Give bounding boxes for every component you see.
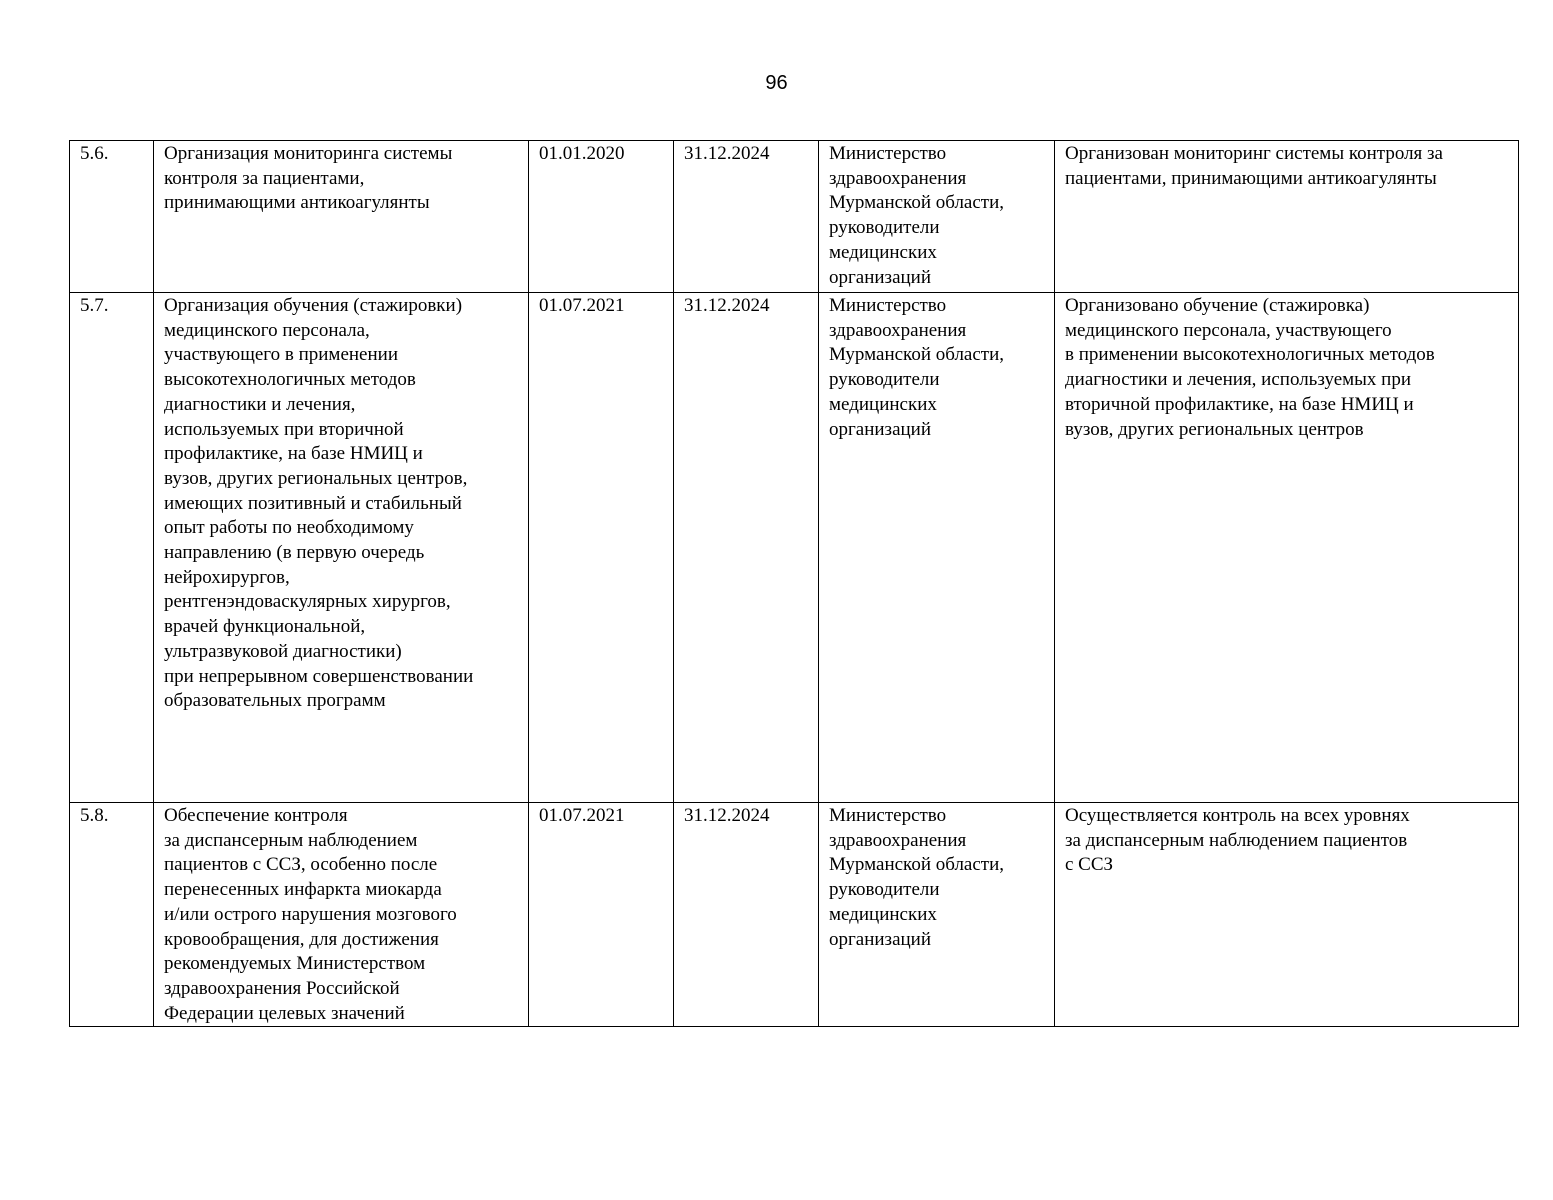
responsible-cell: Министерство здравоохранения Мурманской области, руководители медицинских организаций: [819, 803, 1055, 1027]
end-date-cell: 31.12.2024: [674, 293, 819, 803]
page-number: 96: [765, 72, 788, 94]
start-date-cell: 01.07.2021: [529, 803, 674, 1027]
activities-table: [69, 140, 1519, 1027]
row-number-cell: 5.7.: [70, 293, 154, 803]
end-date-cell: 31.12.2024: [674, 141, 819, 293]
row-number-cell: 5.6.: [70, 141, 154, 293]
row-number-cell: 5.8.: [70, 803, 154, 1027]
result-cell: Организован мониторинг системы контроля за пациентами, принимающими антикоагулянты: [1055, 141, 1519, 293]
result-cell: Организовано обучение (стажировка) медицинского персонала, участвующего в применении высокотехнологичных методов диагностики и лечения, используемых при вторичной профилактике, на базе НМИЦ и вузов, других региональных центров: [1055, 293, 1519, 803]
end-date-cell: 31.12.2024: [674, 803, 819, 1027]
table-row: [70, 293, 1519, 803]
result-cell: Осуществляется контроль на всех уровнях за диспансерным наблюдением пациентов с ССЗ: [1055, 803, 1519, 1027]
start-date-cell: 01.07.2021: [529, 293, 674, 803]
event-cell: Организация мониторинга системы контроля за пациентами, принимающими антикоагулянты: [154, 141, 529, 293]
event-cell: Обеспечение контроля за диспансерным наблюдением пациентов с ССЗ, особенно после перенесенных инфаркта миокарда и/или острого нарушения мозгового кровообращения, для достижения рекомендуемых Министерством здравоохранения Российской Федерации целевых значений: [154, 803, 529, 1027]
table-row: [70, 803, 1519, 1027]
event-cell: Организация обучения (стажировки) медицинского персонала, участвующего в применении высокотехнологичных методов диагностики и лечения, используемых при вторичной профилактике, на базе НМИЦ и вузов, других региональных центров, имеющих позитивный и стабильный опыт работы по необходимому направлению (в первую очередь нейрохирургов, рентгенэндоваскулярных хирургов, врачей функциональной, ультразвуковой диагностики) при непрерывном совершенствовании образовательных программ: [154, 293, 529, 803]
responsible-cell: Министерство здравоохранения Мурманской области, руководители медицинских организаций: [819, 293, 1055, 803]
table-row: [70, 141, 1519, 293]
start-date-cell: 01.01.2020: [529, 141, 674, 293]
responsible-cell: Министерство здравоохранения Мурманской области, руководители медицинских организаций: [819, 141, 1055, 293]
